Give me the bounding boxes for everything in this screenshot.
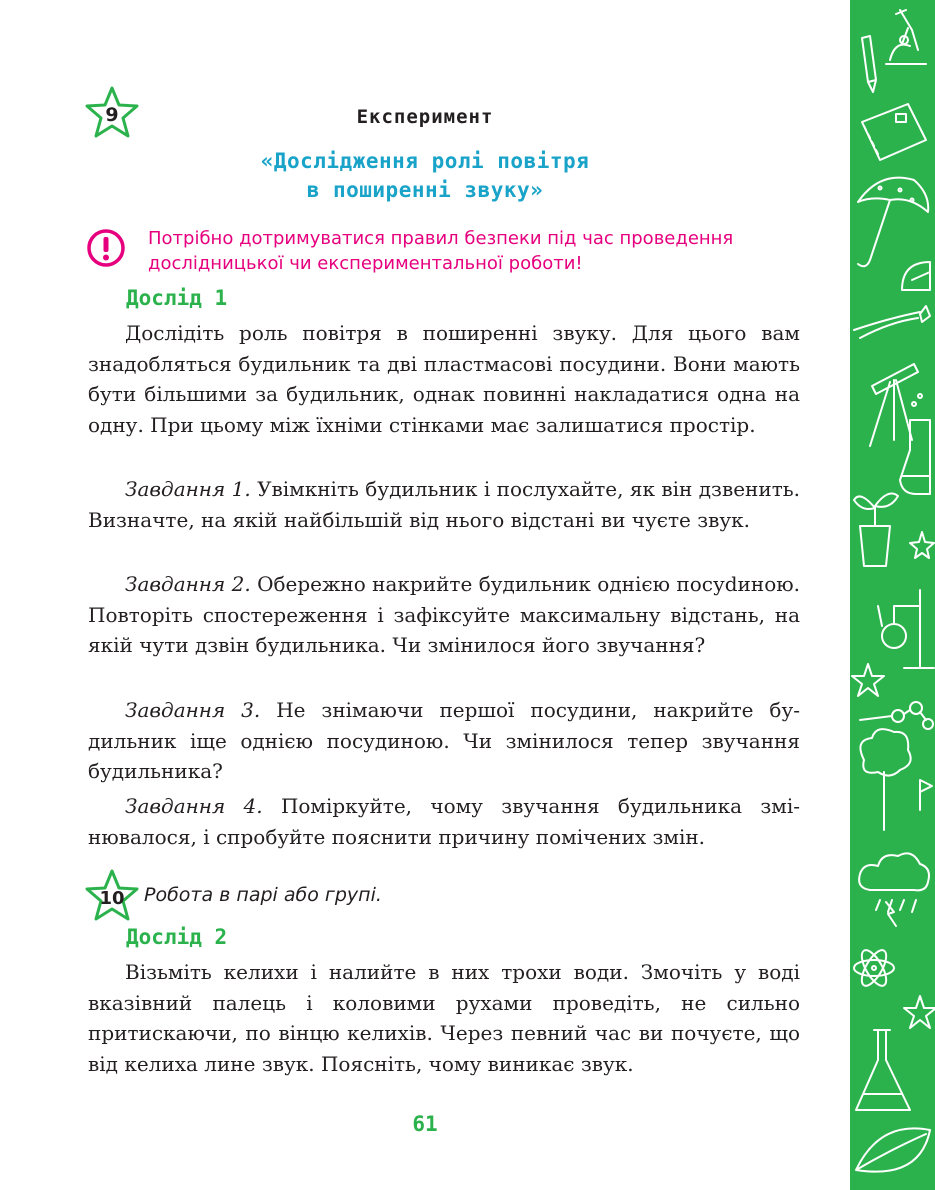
umbrella-icon <box>858 178 928 267</box>
task-9-number: 9 <box>105 104 119 126</box>
task-2-label: Завдання 2. <box>125 572 251 596</box>
experiment-1-heading: Дослід 1 <box>126 286 228 310</box>
experiment-2-text: Візьміть келихи і налийте в них трохи води. Змочіть у воді вказівний палець і коловими рухами проведіть, не сильно притискаючи, по вінцю келихів. Через певний час ви почуєте, що від келиха лине звук. Поясніть, чому виникає звук. <box>88 960 800 1076</box>
lab-stand-icon <box>878 590 934 668</box>
task-4-text: Поміркуйте, чому звучання будильника змінювалося, і спробуйте пояснити причину помічених змін. <box>88 794 801 849</box>
star-icon <box>910 532 934 558</box>
plant-pot-icon <box>854 494 898 566</box>
task-10-number: 10 <box>99 887 125 909</box>
comet-icon <box>854 306 930 338</box>
task-4-label: Завдання 4. <box>125 794 263 818</box>
leaf-icon <box>856 1128 930 1171</box>
notebook-icon <box>862 104 926 160</box>
task-1-text: Увімкніть будильник і послухайте, як він дзвенить. Визначте, на якій найбільшій від нього відстані ви чуєте звук. <box>88 477 801 532</box>
atom-icon <box>854 947 894 990</box>
task-4-paragraph <box>88 791 800 852</box>
task-1-label: Завдання 1. <box>125 477 251 501</box>
experiment-title <box>0 147 850 205</box>
experiment-2-heading: Дослід 2 <box>126 925 228 949</box>
task-3-label: Завдання 3. <box>125 698 261 722</box>
experiment-1-intro: Дослідіть роль повітря в поширенні звуку. Для цього вам знадобляться будильник та дві пластмасові посудини. Вони мають бути більшими за будильник, однак повинні накладатися одна на одну. При цьому між їхніми стінками має залишатися простір. <box>88 321 800 437</box>
pencil-icon <box>862 36 876 92</box>
cloud-rain-icon <box>859 853 929 926</box>
star-icon <box>852 664 884 696</box>
page-number: 61 <box>412 1112 438 1136</box>
exclamation-circle-icon <box>86 228 126 268</box>
safety-warning: Потрібно дотримуватися правил безпеки під час проведення дослідницької чи експериментальної роботи! <box>148 228 734 274</box>
title-line-1: «Дослідження ролі повітря <box>260 149 590 173</box>
task-3-paragraph <box>88 695 800 787</box>
task-3-text: Не знімаючи першої посудини, накрийте будильник іще однією посудиною. Чи змінилося тепер звучання будильника? <box>88 698 800 783</box>
task-2-text: Обережно накрийте будильник однією посуdиною. Повторіть спостереження і зафіксуйте максимальну відстань, на якій чути дзвін будильника. Чи змінилося його звучання? <box>88 572 800 657</box>
star-icon <box>904 996 935 1028</box>
task-10-star-badge <box>84 868 140 924</box>
tree-icon <box>860 729 932 830</box>
protractor-icon <box>902 262 930 290</box>
task-2-paragraph <box>88 569 800 661</box>
microscope-icon <box>886 10 926 64</box>
task-1-paragraph <box>88 474 800 535</box>
decorative-sidebar <box>850 0 935 1190</box>
erlenmeyer-flask-icon <box>856 1030 910 1110</box>
group-work-label: Робота в парі або групі. <box>144 884 382 906</box>
section-label: Експеримент <box>356 106 494 128</box>
molecule-icon <box>860 702 933 729</box>
title-line-2: в поширенні звуку» <box>306 178 544 202</box>
